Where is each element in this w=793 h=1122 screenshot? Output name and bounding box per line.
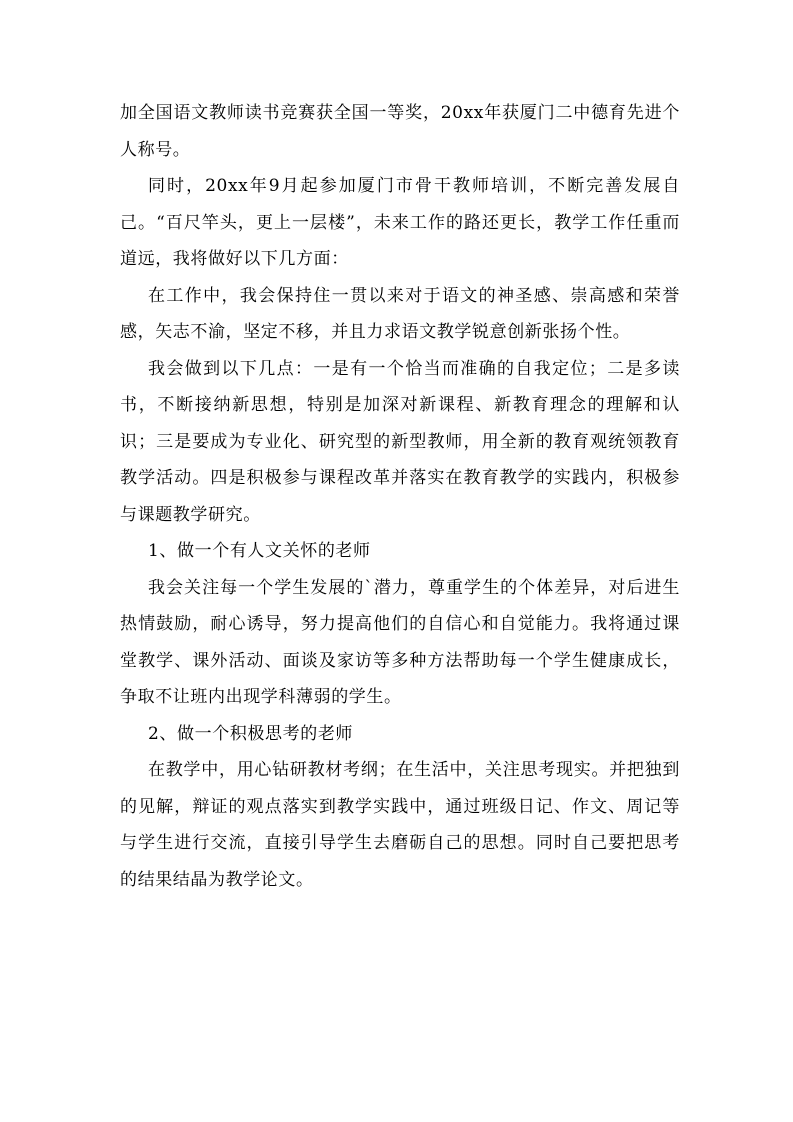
section-heading-2: 2、做一个积极思考的老师	[148, 723, 354, 744]
paragraph-2: 同时，20xx年9月起参加厦门市骨干教师培训，不断完善发展自己。“百尺竿头，更上一层楼”，未来工作的路还更长，教学工作任重而道远，我将做好以下几方面：	[120, 176, 680, 269]
paragraph-5: 我会关注每一个学生发展的`潜力，尊重学生的个体差异，对后进生热情鼓励，耐心诱导，努力提高他们的自信心和自觉能力。我将通过课堂教学、课外活动、面谈及家访等多种方法帮助每一个学生健康成长，争取不让班内出现学科薄弱的学生。	[120, 577, 680, 707]
section-heading-1: 1、做一个有人文关怀的老师	[148, 541, 371, 561]
paragraph-1: 加全国语文教师读书竞赛获全国一等奖，20xx年获厦门二中德育先进个人称号。	[120, 103, 680, 160]
paragraph-3: 在工作中，我会保持住一贯以来对于语文的神圣感、崇高感和荣誉感，矢志不渝，坚定不移，并且力求语文教学锐意创新张扬个性。	[120, 285, 680, 342]
paragraph-4: 我会做到以下几点：一是有一个恰当而准确的自我定位；二是多读书，不断接纳新思想，特别是加深对新课程、新教育理念的理解和认识；三是要成为专业化、研究型的新型教师，用全新的教育观统领教育教学活动。四是积极参与课程改革并落实在教育教学的实践内，积极参与课题教学研究。	[120, 358, 680, 525]
paragraph-6: 在教学中，用心钻研教材考纲；在生活中，关注思考现实。并把独到的见解，辩证的观点落实到教学实践中，通过班级日记、作文、周记等与学生进行交流，直接引导学生去磨砺自己的思想。同时自己要把思考的结果结晶为教学论文。	[120, 760, 680, 890]
document-body	[120, 95, 680, 898]
